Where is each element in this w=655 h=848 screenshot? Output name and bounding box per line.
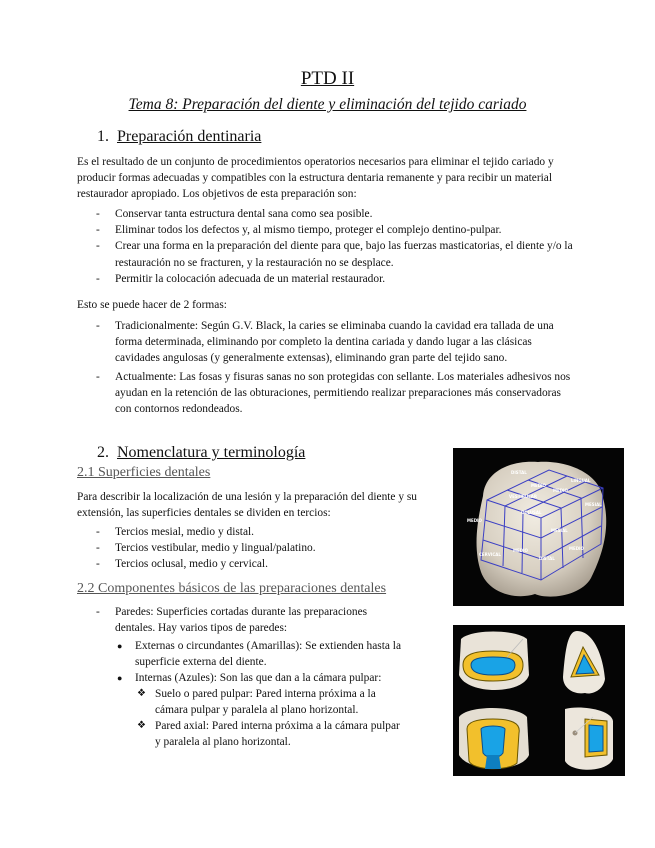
- label-distal: DISTAL: [539, 556, 555, 561]
- ways-intro: Esto se puede hacer de 2 formas:: [77, 299, 227, 311]
- objectives-list: [77, 206, 577, 287]
- list-item: [77, 604, 447, 750]
- label-cervical: CERVICAL: [479, 552, 501, 557]
- label-medio: MEDIO: [569, 546, 584, 551]
- cavity-walls-figure: [453, 625, 625, 776]
- subsection-2-1-intro: Para describir la localización de una lesión y la preparación del diente y su extensión, las superficies dentales se dividen en tercios:: [77, 491, 418, 519]
- list-item: [115, 670, 407, 750]
- section-2-number: 2.: [97, 444, 109, 461]
- list-item: - Tercios oclusal, medio y cervical.: [77, 556, 447, 572]
- subsection-2-1-heading: 2.1 Superficies dentales: [77, 465, 211, 480]
- walls-list: [77, 604, 447, 750]
- label-lingual: LINGUAL: [571, 478, 591, 483]
- list-item: - Eliminar todos los defectos y, al mismo tiempo, proteger el complejo dentino-pulpar.: [77, 222, 577, 238]
- label-mesial: MESIAL: [585, 502, 602, 507]
- subsection-2-2-heading: 2.2 Componentes básicos de las preparaciones dentales: [77, 581, 387, 596]
- label-vestibular: VESTIBULAR: [509, 494, 537, 499]
- list-item: - Tercios mesial, medio y distal.: [77, 524, 447, 540]
- label-medio: MEDIO: [513, 548, 528, 553]
- section-1-number: 1.: [97, 128, 109, 145]
- list-item: - Tradicionalmente: Según G.V. Black, la caries se eliminaba cuando la cavidad era tallada de una forma determinada, eliminando por completo la dentina cariada y dando lugar a las clásicas cavidades angulosas (y generalmente extensas), eliminando gran parte del tejido sano.: [77, 318, 577, 367]
- section-1-heading: [97, 128, 261, 146]
- list-item: - Crear una forma en la preparación del diente para que, bajo las fuerzas masticatorias, el diente y/o la restauración no se fracturen, y la restauración no se desplace.: [77, 238, 577, 270]
- section-1-title: Preparación dentinaria: [117, 128, 262, 145]
- molar-thirds-figure: [453, 448, 624, 606]
- list-item: - Tercios vestibular, medio y lingual/palatino.: [77, 540, 447, 556]
- ways-list: [77, 318, 577, 417]
- label-mesial: MESIAL: [551, 528, 568, 533]
- page-title: PTD II: [300, 68, 355, 89]
- wall-types-list: [115, 638, 407, 750]
- section-2-heading: [97, 444, 305, 462]
- internal-walls-label: Internas (Azules): Son las que dan a la cámara pulpar:: [135, 672, 382, 685]
- list-item: - Actualmente: Las fosas y fisuras sanas no son protegidas con sellante. Los materiales adhesivos nos ayudan en la retención de las obturaciones, permitiendo realizar preparaciones más conservadoras con contornos redondeados.: [77, 369, 577, 418]
- label-medio: MEDIO: [531, 483, 546, 488]
- list-item: - Permitir la colocación adecuada de un material restaurador.: [77, 271, 577, 287]
- section-1-intro: Es el resultado de un conjunto de procedimientos operatorios necesarios para eliminar el tejido cariado y producir formas adecuadas y compatibles con la estructura dentaria remanente y para recibir un material restaurador apropiado. Los objetivos de esta preparación son:: [77, 156, 554, 200]
- list-item: ● Externas o circundantes (Amarillas): Se extienden hasta la superficie externa del diente.: [115, 638, 407, 670]
- list-item: ❖ Suelo o pared pulpar: Pared interna próxima a la cámara pulpar y paralela al plano horizontal.: [135, 686, 407, 718]
- page-subtitle: Tema 8: Preparación del diente y eliminación del tejido cariado: [128, 96, 527, 113]
- label-distal: DISTAL: [511, 470, 527, 475]
- internal-walls-list: [135, 686, 407, 750]
- list-item: ❖ Pared axial: Pared interna próxima a la cámara pulpar y paralela al plano horizontal.: [135, 718, 407, 750]
- thirds-list: [77, 524, 447, 573]
- section-2-title: Nomenclatura y terminología: [117, 444, 306, 461]
- label-medio: MEDIO: [553, 488, 568, 493]
- label-medio: MEDIO: [467, 518, 482, 523]
- walls-definition: Paredes: Superficies cortadas durante las preparaciones dentales. Hay varios tipos de paredes:: [115, 606, 368, 635]
- label-oclusal: OCLUSAL: [521, 510, 542, 515]
- list-item: - Conservar tanta estructura dental sana como sea posible.: [77, 206, 577, 222]
